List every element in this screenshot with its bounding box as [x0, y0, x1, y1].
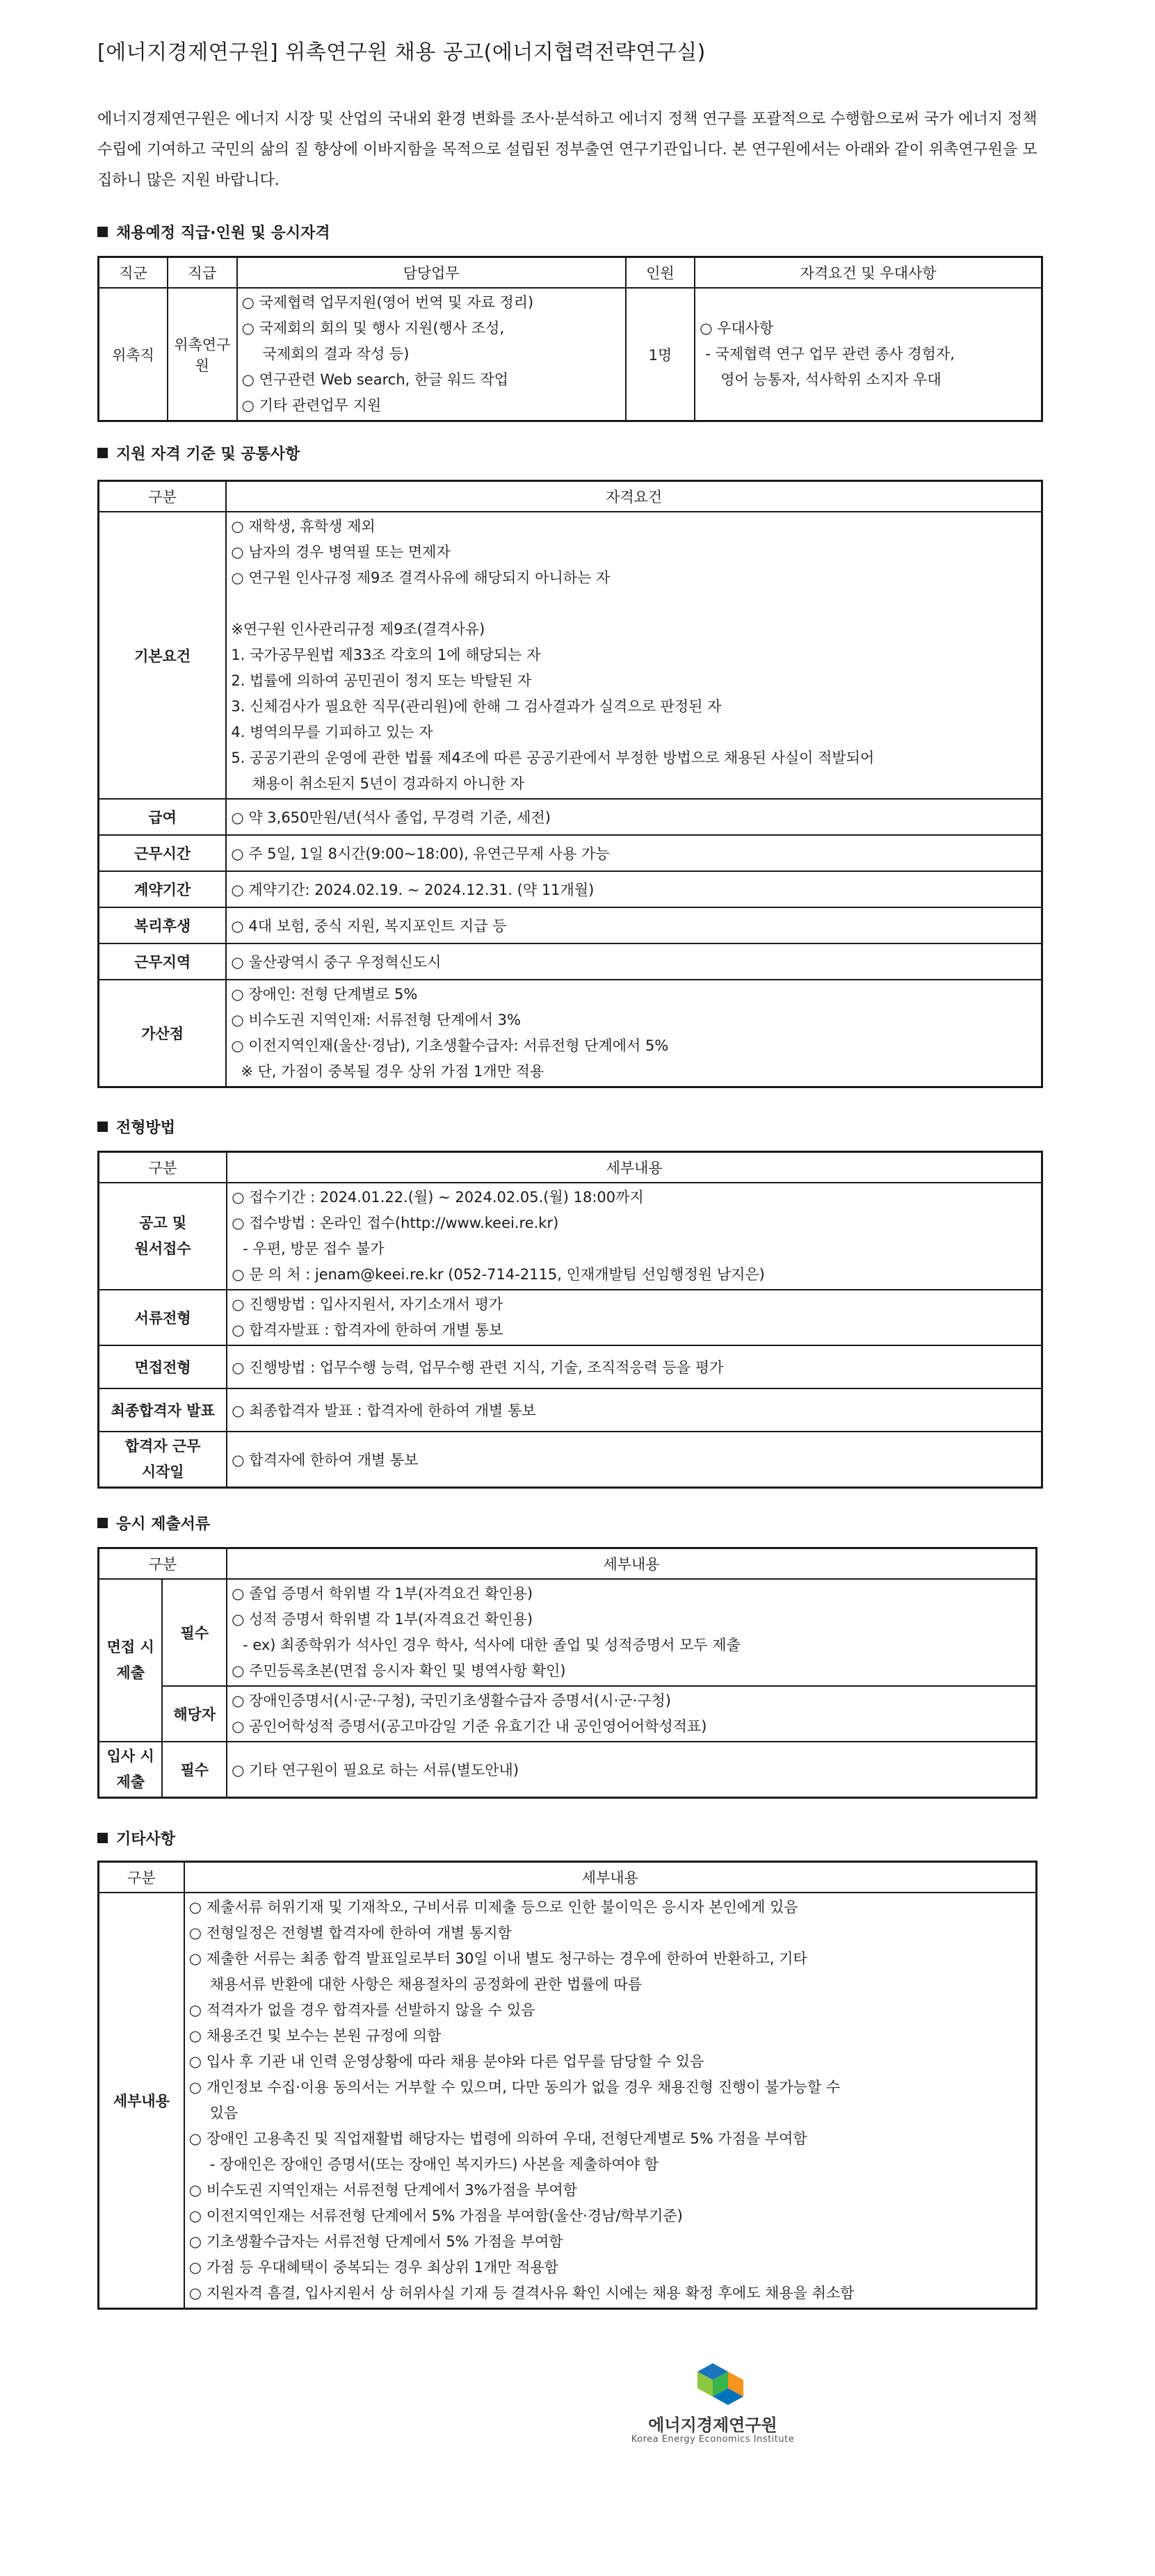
row-label: 가산점 [99, 980, 227, 1087]
header-cell: 담당업무 [237, 257, 626, 289]
location-cell: ○ 울산광역시 중구 우정혁신도시 [226, 943, 1042, 980]
required-docs-cell: ○ 졸업 증명서 학위별 각 1부(자격요건 확인용) ○ 성적 증명서 학위별 각 1부(자격요건 확인용) - ex) 최종학위가 석사인 경우 학사, 석사에 대한 졸업 및 성적증명서 모두 제출 ○ 주민등록초본(면접 응시자 확인 및 병역사항 확인) [227, 1579, 1036, 1686]
header-cell: 구분 [99, 481, 227, 512]
sub-label: 필수 [162, 1742, 227, 1798]
job-group-cell: 위촉직 [99, 288, 168, 421]
table-row [99, 835, 1042, 871]
row-label: 세부내용 [99, 1893, 184, 2309]
header-cell: 자격요건 [226, 481, 1042, 512]
table-row [99, 1686, 1037, 1742]
qualifications-table [97, 480, 1043, 1088]
selection-table [97, 1151, 1043, 1489]
header-cell: 직군 [99, 257, 168, 289]
list-item: ○ 개인정보 수집·이용 동의서는 거부할 수 있으며, 다만 동의가 없을 경우 채용진형 진행이 불가능할 수 [188, 2079, 841, 2096]
square-bullet-icon [97, 448, 108, 458]
row-label: 근무시간 [99, 835, 227, 871]
misc-details-cell [184, 1893, 1037, 2309]
logo-mark-icon [608, 2360, 817, 2411]
square-bullet-icon [97, 1121, 108, 1132]
join-docs-cell: ○ 기타 연구원이 필요로 하는 서류(별도안내) [227, 1742, 1036, 1798]
row-label: 기본요건 [99, 512, 227, 799]
table-header-row [99, 481, 1042, 512]
table-row [99, 1388, 1042, 1432]
header-cell: 구분 [99, 1152, 227, 1183]
header-cell: 세부내용 [227, 1548, 1036, 1580]
list-item: ○ 지원자격 흠결, 입사지원서 상 허위사실 기재 등 결격사유 확인 시에는 채용 확정 후에도 채용을 취소함 [188, 2285, 855, 2301]
institute-logo [608, 2360, 817, 2458]
basic-requirements-cell: ○ 재학생, 휴학생 제외 ○ 남자의 경우 병역필 또는 면제자 ○ 연구원 인사규정 제9조 결격사유에 해당되지 아니하는 자 ※연구원 인사관리규정 제9조(결격사유) 1. 국가공무원법 제33조 각호의 1에 해당되는 자 2. 법률에 의하여 공민권이 정지 또는 박탈된 자 3. 신체검사가 필요한 직무(관리원)에 한해 그 검사결과가 실격으로 판정된 자 4. 병역의무를 기피하고 있는 자 5. 공공기관의 운영에 관한 법률 제4조에 따른 공공기관에서 부정한 방법으로 채용된 사실이 적발되어 채용이 취소된지 5년이 경과하지 아니한 자 [226, 512, 1042, 799]
list-item: ○ 제출한 서류는 최종 합격 발표일로부터 30일 이내 별도 청구하는 경우에 한하여 반환하고, 기타 [188, 1950, 807, 1967]
list-item: ○ 장애인 고용촉진 및 직업재활법 해당자는 법령에 의하여 우대, 전형단계별로 5% 가점을 부여함 [188, 2130, 807, 2147]
interview-cell: ○ 진행방법 : 업무수행 능력, 업무수행 관련 지식, 기술, 조직적응력 등을 평가 [227, 1345, 1042, 1388]
table-row [99, 1893, 1037, 2309]
table-row [99, 980, 1042, 1087]
header-cell: 자격요건 및 우대사항 [695, 257, 1042, 289]
list-item: ○ 입사 후 기관 내 인력 운영상황에 따라 채용 분야와 다른 업무를 담당할 수 있음 [188, 2053, 704, 2070]
welfare-cell: ○ 4대 보험, 중식 지원, 복지포인트 지급 등 [226, 907, 1042, 943]
table-row [99, 871, 1042, 907]
section-heading-selection: 전형방법 [97, 1116, 175, 1137]
table-header-row [99, 1152, 1042, 1183]
row-label: 급여 [99, 799, 227, 835]
table-header-row [99, 1548, 1037, 1580]
positions-table [97, 256, 1043, 422]
start-date-cell: ○ 합격자에 한하여 개별 통보 [227, 1432, 1042, 1488]
table-row [99, 1345, 1042, 1388]
hours-cell: ○ 주 5일, 1일 8시간(9:00~18:00), 유연근무제 사용 가능 [226, 835, 1042, 871]
list-item: ○ 적격자가 없을 경우 합격자를 선발하지 않을 수 있음 [188, 2002, 535, 2018]
table-header-row [99, 257, 1042, 289]
applicable-docs-cell: ○ 장애인증명서(시·군·구청), 국민기초생활수급자 증명서(시·군·구청) ○ 공인어학성적 증명서(공고마감일 기준 유효기간 내 공인영어어학성적표) [227, 1686, 1036, 1742]
header-cell: 구분 [99, 1862, 184, 1893]
logo-wordmark: 에너지경제연구원 [648, 2415, 777, 2435]
list-item: ○ 전형일정은 전형별 합격자에 한하여 개별 통지함 [188, 1925, 512, 1941]
page-title: [에너지경제연구원] 위촉연구원 채용 공고(에너지협력전략연구실) [97, 40, 706, 65]
section-heading-misc: 기타사항 [97, 1827, 175, 1849]
table-row [99, 512, 1042, 799]
sub-label: 필수 [162, 1579, 227, 1686]
table-header-row [99, 1862, 1037, 1893]
documents-table [97, 1547, 1037, 1799]
row-label: 면접전형 [99, 1345, 227, 1388]
intro-paragraph: 에너지경제연구원은 에너지 시장 및 산업의 국내외 환경 변화를 조사·분석하고 에너지 정책 연구를 포괄적으로 수행함으로써 국가 에너지 정책 수립에 기여하고 국민의 삶의 질 향상에 이바지함을 목적으로 설립된 정부출연 연구기관입니다. 본 연구원에서는 아래와 같이 위촉연구원을 모집하니 많은 지원 바랍니다. [97, 111, 1037, 189]
table-row [99, 1290, 1042, 1345]
list-item: 채용서류 반환에 대한 사항은 채용절차의 공정화에 관한 법률에 따름 [209, 1976, 643, 1993]
table-row [99, 1432, 1042, 1488]
list-item: ○ 이전지역인재는 서류전형 단계에서 5% 가점을 부여함(울산·경남/학부기준) [188, 2208, 683, 2224]
table-row [99, 943, 1042, 980]
row-label: 복리후생 [99, 907, 227, 943]
qualifications-cell: ○ 우대사항 - 국제협력 연구 업무 관련 종사 경험자, 영어 능통자, 석사학위 소지자 우대 [695, 288, 1042, 421]
row-label: 계약기간 [99, 871, 227, 907]
table-row [99, 288, 1042, 421]
table-row [99, 907, 1042, 943]
contract-cell: ○ 계약기간: 2024.02.19. ~ 2024.12.31. (약 11개월) [226, 871, 1042, 907]
logo-subtitle: Korea Energy Economics Institute [631, 2434, 795, 2445]
row-label: 근무지역 [99, 943, 227, 980]
table-row [99, 799, 1042, 835]
header-cell: 인원 [626, 257, 695, 289]
list-item: ○ 기초생활수급자는 서류전형 단계에서 5% 가점을 부여함 [188, 2233, 563, 2250]
list-item: ○ 가점 등 우대혜택이 중복되는 경우 최상위 1개만 적용함 [188, 2259, 559, 2276]
row-label: 공고 및 원서접수 [99, 1183, 227, 1290]
header-cell: 직급 [168, 257, 237, 289]
row-label: 합격자 근무 시작일 [99, 1432, 227, 1488]
list-item: 있음 [209, 2105, 239, 2121]
square-bullet-icon [97, 1518, 108, 1528]
row-label: 입사 시 제출 [99, 1742, 163, 1798]
bonus-cell: ○ 장애인: 전형 단계별로 5% ○ 비수도권 지역인재: 서류전형 단계에서 3% ○ 이전지역인재(울산·경남), 기초생활수급자: 서류전형 단계에서 5% ※ 단, 가점이 중복될 경우 상위 가점 1개만 적용 [226, 980, 1042, 1087]
row-label: 서류전형 [99, 1290, 227, 1345]
header-cell: 세부내용 [184, 1862, 1037, 1893]
notice-cell: ○ 접수기간 : 2024.01.22.(월) ~ 2024.02.05.(월) 18:00까지 ○ 접수방법 : 온라인 접수(http://www.keei.re.kr) - 우편, 방문 접수 불가 ○ 문 의 처 : jenam@keei.re.kr (052-714-2115, 인재개발팀 선임행정원 남지은) [227, 1183, 1042, 1290]
headcount-cell: 1명 [626, 288, 695, 421]
duties-cell: ○ 국제협력 업무지원(영어 번역 및 자료 정리) ○ 국제회의 회의 및 행사 지원(행사 조성, 국제회의 결과 작성 등) ○ 연구관련 Web search, 한글 워드 작업 ○ 기타 관련업무 지원 [237, 288, 626, 421]
header-cell: 세부내용 [227, 1152, 1042, 1183]
square-bullet-icon [97, 227, 108, 237]
section-heading-documents: 응시 제출서류 [97, 1512, 210, 1534]
list-item: - 장애인은 장애인 증명서(또는 장애인 복지카드) 사본을 제출하여야 함 [209, 2156, 659, 2173]
rank-cell: 위촉연구원 [168, 288, 237, 421]
list-item: ○ 비수도권 지역인재는 서류전형 단계에서 3%가점을 부여함 [188, 2182, 577, 2198]
table-row [99, 1183, 1042, 1290]
header-cell: 구분 [99, 1548, 227, 1580]
final-announcement-cell: ○ 최종합격자 발표 : 합격자에 한하여 개별 통보 [227, 1388, 1042, 1432]
list-item: ○ 제출서류 허위기재 및 기재착오, 구비서류 미제출 등으로 인한 불이익은 응시자 본인에게 있음 [188, 1899, 798, 1915]
misc-table [97, 1861, 1037, 2310]
row-label: 면접 시 제출 [99, 1579, 163, 1742]
row-label: 최종합격자 발표 [99, 1388, 227, 1432]
list-item: ○ 채용조건 및 보수는 본원 규정에 의함 [188, 2027, 442, 2044]
document-screening-cell: ○ 진행방법 : 입사지원서, 자기소개서 평가 ○ 합격자발표 : 합격자에 한하여 개별 통보 [227, 1290, 1042, 1345]
sub-label: 해당자 [162, 1686, 227, 1742]
section-heading-qualifications: 지원 자격 기준 및 공통사항 [97, 442, 300, 464]
section-heading-positions: 채용예정 직급·인원 및 응시자격 [97, 221, 330, 243]
square-bullet-icon [97, 1833, 108, 1843]
table-row [99, 1742, 1037, 1798]
table-row [99, 1579, 1037, 1686]
pay-cell: ○ 약 3,650만원/년(석사 졸업, 무경력 기준, 세전) [226, 799, 1042, 835]
